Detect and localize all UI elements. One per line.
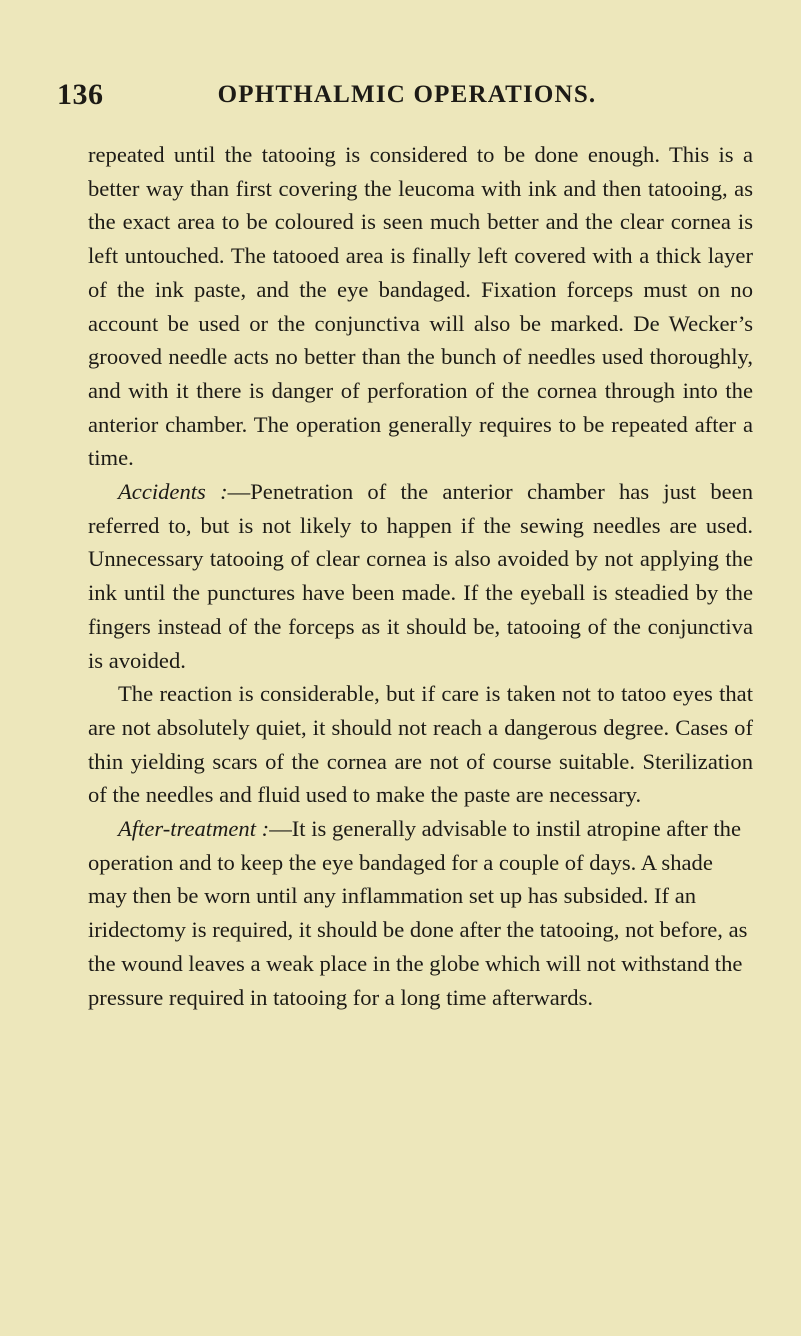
paragraph-text: —Penetration of the anterior chamber has just been referred to, but is not likely to happen if the sewing needles are used. Unnecessary tatooing of clear cornea is also avoided by not applying the ink until the punctures have been made. If the eyeball is steadied by the fingers instead of the forceps as it should be, tatooing of the conjunctiva is avoided.: [88, 479, 753, 673]
paragraph-after-treatment: [88, 812, 753, 1014]
paragraph-text: repeated until the tatooing is considered to be done enough. This is a better way than first covering the leucoma with ink and then tatooing, as the exact area to be coloured is seen much better and the clear cornea is left untouched. The tatooed area is finally left covered with a thick layer of the ink paste, and the eye bandaged. Fixation forceps must on no account be used or the conjunctiva will also be marked. De Wecker’s grooved needle acts no better than the bunch of needles used thoroughly, and with it there is danger of perforation of the cornea through into the anterior chamber. The operation generally requires to be repeated after a time.: [88, 142, 753, 471]
running-head: [57, 78, 757, 114]
sidehead-after-treatment: After-treatment :: [118, 816, 270, 842]
paragraph-continuation: [88, 138, 753, 475]
running-title: OPHTHALMIC OPERATIONS.: [217, 81, 597, 108]
paragraph-text: —It is generally advisable to instil atropine after the operation and to keep the eye bandaged for a couple of days. A shade may then be worn until any inflammation set up has subsided. If an iridectomy is required, it should be done after the tatooing, not before, as the wound leaves a weak place in the globe which will not withstand the pressure required in tatooing for a long time afterwards.: [88, 816, 748, 1010]
body-text: [88, 138, 753, 1014]
paragraph-accidents: [88, 475, 753, 677]
paragraph-text: The reaction is considerable, but if care is taken not to tatoo eyes that are not absolutely quiet, it should not reach a dangerous degree. Cases of thin yielding scars of the cornea are not of course suitable. Sterilization of the needles and fluid used to make the paste are necessary.: [88, 681, 753, 808]
page-number: 136: [57, 78, 104, 111]
paragraph-reaction: [88, 677, 753, 812]
sidehead-accidents: Accidents :: [118, 479, 228, 505]
